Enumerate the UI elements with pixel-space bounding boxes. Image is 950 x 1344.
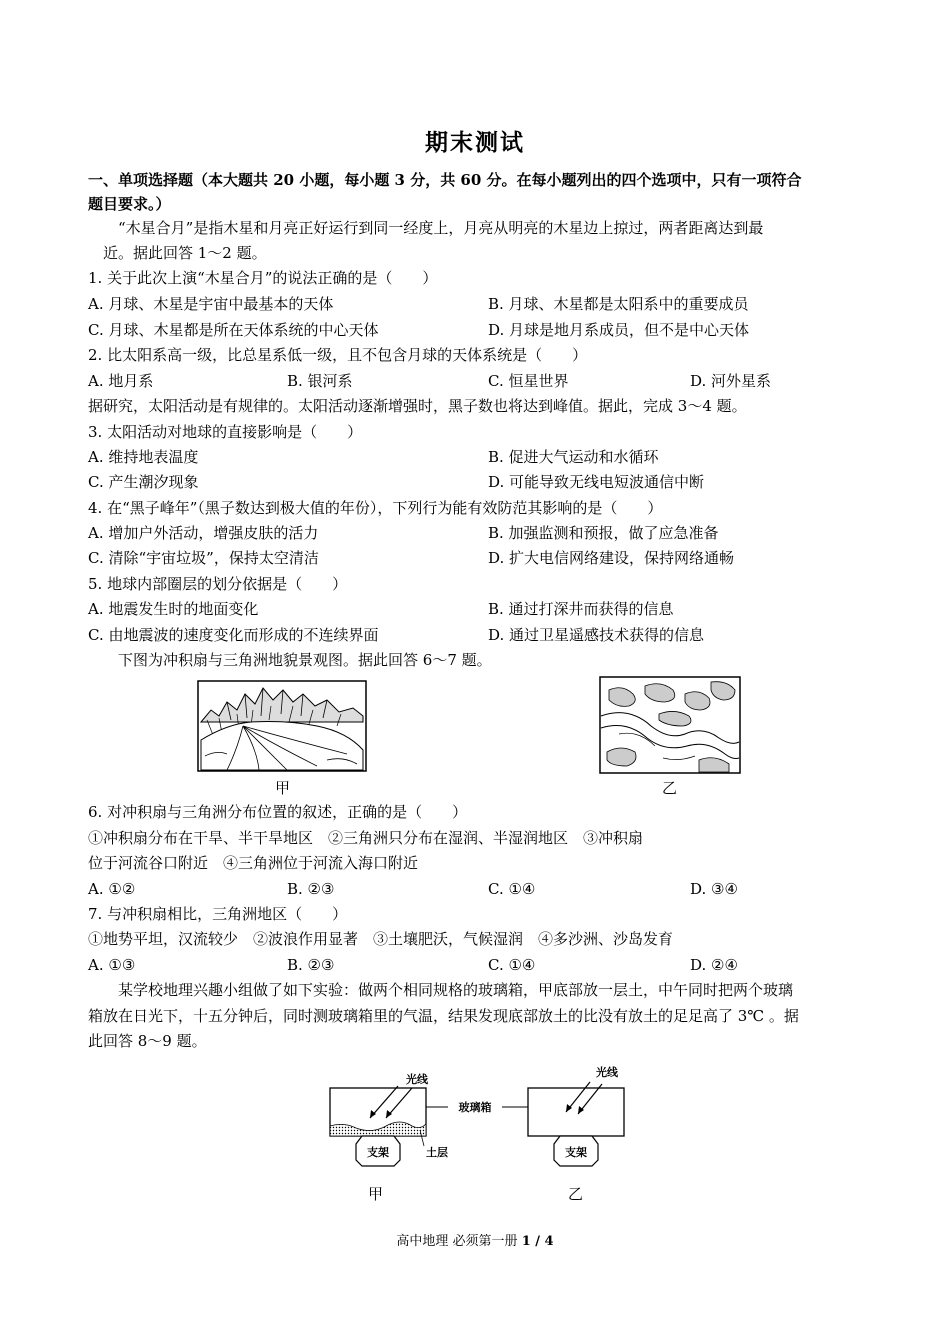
light-label: 光线 (406, 1073, 428, 1086)
question-2-option-a: A. 地月系 (88, 372, 154, 390)
page-footer (0, 1230, 950, 1249)
question-1-stem: 1. 关于此次上演“木星合月”的说法正确的是（ ） (88, 269, 438, 287)
section-heading: 一、单项选择题（本大题共 20 小题，每小题 3 分，共 60 分。在每小题列出的四个选项中，只有一项符合 (88, 171, 802, 189)
question-3-option-a: A. 维持地表温度 (88, 448, 199, 466)
question-7-option-b: B. ②③ (287, 956, 335, 974)
page-title: 期末测试 (425, 129, 525, 156)
question-6-items-cont: 位于河流谷口附近 ④三角洲位于河流入海口附近 (88, 854, 419, 872)
intro-paragraph-4-cont: 箱放在日光下，十五分钟后，同时测玻璃箱里的气温，结果发现底部放土的比没有放土的足足高了 3℃ 。据 (88, 1007, 799, 1025)
soil-layer-label: 土层 (426, 1146, 448, 1159)
question-6-option-c: C. ①④ (488, 880, 536, 898)
question-1-option-a: A. 月球、木星是宇宙中最基本的天体 (88, 295, 334, 313)
question-6-stem: 6. 对冲积扇与三角洲分布位置的叙述，正确的是（ ） (88, 803, 468, 821)
intro-paragraph-4: 某学校地理兴趣小组做了如下实验：做两个相同规格的玻璃箱，甲底部放一层土，中午同时把两个玻璃 (118, 981, 794, 999)
question-7-option-a: A. ①③ (88, 956, 136, 974)
question-7-option-d: D. ②④ (690, 956, 738, 974)
question-4-option-b: B. 加强监测和预报，做了应急准备 (488, 524, 719, 542)
stand-label-2: 支架 (565, 1146, 587, 1159)
question-5-option-a: A. 地震发生时的地面变化 (88, 600, 259, 618)
intro-paragraph-1: “木星合月”是指木星和月亮正好运行到同一经度上，月亮从明亮的木星边上掠过，两者距离达到最 (118, 219, 764, 237)
question-5-option-c: C. 由地震波的速度变化而形成的不连续界面 (88, 626, 379, 644)
question-5-stem: 5. 地球内部圈层的划分依据是（ ） (88, 575, 348, 593)
intro-paragraph-2: 据研究，太阳活动是有规律的。太阳活动逐渐增强时，黑子数也将达到峰值。据此，完成 3～4 题。 (88, 397, 747, 415)
question-7-items: ①地势平坦，汉流较少 ②波浪作用显著 ③土壤肥沃，气候湿润 ④多沙洲、沙岛发育 (88, 930, 674, 948)
question-6-items: ①冲积扇分布在干旱、半干旱地区 ②三角洲只分布在湿润、半湿润地区 ③冲积扇 (88, 829, 644, 847)
question-5-option-b: B. 通过打深井而获得的信息 (488, 600, 674, 618)
question-1-option-c: C. 月球、木星都是所在天体系统的中心天体 (88, 321, 379, 339)
intro-paragraph-3: 下图为冲积扇与三角洲地貌景观图。据此回答 6～7 题。 (118, 651, 492, 669)
question-2-option-c: C. 恒星世界 (488, 372, 569, 390)
page-number: 1 / 4 (521, 1234, 554, 1249)
question-3-option-b: B. 促进大气运动和水循环 (488, 448, 659, 466)
stand-label: 支架 (367, 1146, 389, 1159)
glass-box-label: 玻璃箱 (458, 1101, 492, 1114)
question-1-option-d: D. 月球是地月系成员，但不是中心天体 (488, 321, 750, 339)
question-3-stem: 3. 太阳活动对地球的直接影响是（ ） (88, 423, 363, 441)
footer-text: 高中地理 必须第一册 (396, 1234, 522, 1249)
question-7-stem: 7. 与冲积扇相比，三角洲地区（ ） (88, 905, 348, 923)
figure-1-caption-left: 甲 (275, 779, 291, 797)
question-4-option-d: D. 扩大电信网络建设，保持网络通畅 (488, 549, 735, 567)
question-2-stem: 2. 比太阳系高一级，比总星系低一级，且不包含月球的天体系统是（ ） (88, 346, 588, 364)
question-6-option-b: B. ②③ (287, 880, 335, 898)
light-label-2: 光线 (596, 1066, 618, 1079)
question-2-option-b: B. 银河系 (287, 372, 353, 390)
alluvial-fan-illustration (197, 680, 367, 772)
question-4-stem: 4. 在“黑子峰年”（黑子数达到极大值的年份），下列行为能有效防范其影响的是（ ） (88, 499, 663, 517)
figure-1-caption-right: 乙 (662, 779, 678, 797)
question-5-option-d: D. 通过卫星遥感技术获得的信息 (488, 626, 705, 644)
figure-2-caption-left: 甲 (368, 1185, 384, 1203)
question-2-option-d: D. 河外星系 (690, 372, 772, 390)
delta-illustration (599, 676, 741, 774)
question-6-option-d: D. ③④ (690, 880, 738, 898)
intro-paragraph-4-end: 此回答 8～9 题。 (88, 1032, 207, 1050)
question-1-option-b: B. 月球、木星都是太阳系中的重要成员 (488, 295, 749, 313)
question-3-option-d: D. 可能导致无线电短波通信中断 (488, 473, 705, 491)
intro-paragraph-1-cont: 近。据此回答 1～2 题。 (103, 244, 267, 262)
question-6-option-a: A. ①② (88, 880, 136, 898)
section-heading-cont: 题目要求。） (88, 195, 171, 213)
question-4-option-c: C. 清除“宇宙垃圾”，保持太空清洁 (88, 549, 319, 567)
question-4-option-a: A. 增加户外活动，增强皮肤的活力 (88, 524, 319, 542)
question-7-option-c: C. ①④ (488, 956, 536, 974)
figure-2-caption-right: 乙 (568, 1185, 584, 1203)
question-3-option-c: C. 产生潮汐现象 (88, 473, 199, 491)
